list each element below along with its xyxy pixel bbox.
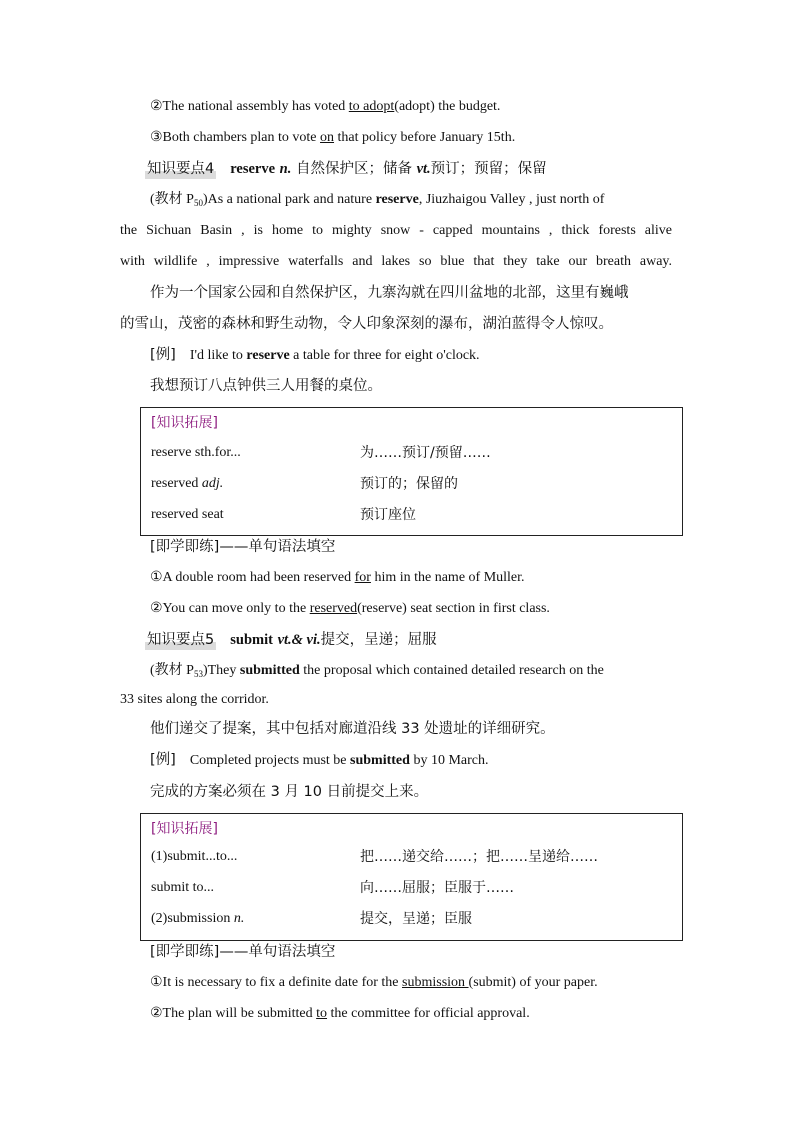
- kp4-textbook-line-3: with wildlife , impressive waterfalls and lakes so blue that they take our breath away.: [120, 254, 672, 269]
- box-row-cn: 预订的；保留的: [360, 476, 458, 492]
- page-number: 53: [193, 669, 203, 679]
- kp3-practice-2: [150, 97, 500, 117]
- keyword: reserve: [375, 192, 419, 207]
- sentence-text: (submit) of your paper.: [468, 975, 598, 990]
- sentence-text: I'd like to: [189, 348, 247, 363]
- keyword: reserve: [246, 348, 290, 363]
- sentence-text: a table for three for eight o'clock.: [289, 348, 480, 363]
- sentence-text: Completed projects must be: [189, 753, 351, 768]
- answer-blank: for: [354, 570, 371, 585]
- kp4-example-translation: 我想预订八点钟供三人用餐的桌位。: [150, 378, 382, 394]
- box-row-en: [151, 474, 223, 494]
- sentence-text: ①A double room had been reserved: [150, 570, 355, 585]
- section-label: 知识要点4: [147, 161, 215, 177]
- kp4-textbook-line-1: [150, 190, 604, 213]
- kp5-textbook-line-1: [150, 661, 604, 684]
- answer-blank: submission: [402, 975, 469, 990]
- part-of-speech: vt.: [416, 161, 431, 177]
- box-row-cn: 向……屈服；臣服于……: [360, 880, 514, 896]
- box-row-cn: 为……预订/预留……: [360, 445, 491, 461]
- kp5-heading: [145, 630, 437, 650]
- box-row-en: [151, 909, 244, 929]
- kp5-practice-heading: [即学即练]——单句语法填空: [150, 944, 336, 960]
- sentence-text: (reserve) seat section in first class.: [357, 601, 550, 616]
- box-row-en: submit to...: [151, 880, 215, 895]
- box-heading: [知识拓展]: [151, 415, 218, 431]
- kp5-practice-2: [150, 1004, 530, 1024]
- definition: 提交，呈递；屈服: [320, 632, 437, 648]
- example-tag: [例]: [150, 347, 176, 363]
- kp4-extension-box: [140, 407, 683, 536]
- sentence-text: ①It is necessary to fix a definite date for the: [150, 975, 403, 990]
- definition: 自然保护区；储备: [291, 161, 417, 177]
- box-row-cn: 预订座位: [360, 507, 416, 523]
- headword: reserve: [230, 161, 276, 177]
- kp5-example-translation: 完成的方案必须在 3 月 10 日前提交上来。: [150, 784, 429, 800]
- kp4-textbook-line-2: the Sichuan Basin , is home to mighty snow - capped mountains , thick forests alive: [120, 223, 672, 238]
- part-of-speech: adj.: [201, 476, 224, 491]
- term: (2)submission: [151, 911, 234, 926]
- answer-blank: to adopt: [348, 99, 395, 114]
- part-of-speech: n.: [233, 911, 245, 926]
- example-tag: [例]: [150, 752, 176, 768]
- answer-blank: reserved: [309, 601, 358, 616]
- box-row-cn: 把……递交给……；把……呈递给……: [360, 849, 598, 865]
- box-heading: [知识拓展]: [151, 821, 218, 837]
- part-of-speech: vt.& vi.: [277, 632, 321, 648]
- sentence-text: the proposal which contained detailed research on the: [299, 663, 604, 678]
- headword: submit: [230, 632, 273, 648]
- keyword: submitted: [350, 753, 410, 768]
- sentence-text: ②The plan will be submitted: [150, 1006, 317, 1021]
- term: reserved: [151, 476, 202, 491]
- kp5-example: [150, 750, 488, 771]
- kp4-practice-heading: [即学即练]——单句语法填空: [150, 539, 336, 555]
- kp5-practice-1: [150, 973, 598, 993]
- sentence-text: the committee for official approval.: [327, 1006, 530, 1021]
- kp4-practice-1: [150, 568, 525, 588]
- definition: 预订；预留；保留: [430, 161, 547, 177]
- kp4-example: [150, 345, 480, 366]
- box-row-en: reserved seat: [151, 507, 224, 522]
- box-row-en: reserve sth.for...: [151, 445, 241, 460]
- sentence-text: , Jiuzhaigou Valley , just north of: [418, 192, 605, 207]
- sentence-text: )They: [202, 663, 240, 678]
- source-ref: (教材 P: [150, 192, 194, 207]
- sentence-text: ③Both chambers plan to vote: [150, 130, 321, 145]
- page-number: 50: [193, 198, 203, 208]
- answer-blank: to: [316, 1006, 328, 1021]
- kp3-practice-3: [150, 128, 515, 148]
- answer-blank: on: [320, 130, 335, 145]
- box-row-en: (1)submit...to...: [151, 849, 238, 864]
- part-of-speech: n.: [279, 161, 292, 177]
- kp5-translation: 他们递交了提案，其中包括对廊道沿线 33 处遗址的详细研究。: [150, 721, 555, 737]
- section-label: 知识要点5: [147, 632, 215, 648]
- box-row-cn: 提交，呈递；臣服: [360, 911, 472, 927]
- kp5-extension-box: [140, 813, 683, 941]
- sentence-text: ②You can move only to the: [150, 601, 310, 616]
- kp4-translation-1: 作为一个国家公园和自然保护区，九寨沟就在四川盆地的北部，这里有巍峨: [150, 285, 629, 301]
- kp4-heading: [145, 159, 547, 179]
- source-ref: (教材 P: [150, 663, 194, 678]
- kp4-practice-2: [150, 599, 550, 619]
- sentence-text: by 10 March.: [409, 753, 489, 768]
- sentence-text: him in the name of Muller.: [370, 570, 525, 585]
- kp5-textbook-line-2: 33 sites along the corridor.: [120, 692, 269, 707]
- sentence-text: that policy before January 15th.: [334, 130, 516, 145]
- sentence-text: (adopt) the budget.: [394, 99, 501, 114]
- sentence-text: ②The national assembly has voted: [150, 99, 349, 114]
- kp4-translation-2: 的雪山，茂密的森林和野生动物，令人印象深刻的瀑布，湖泊蓝得令人惊叹。: [120, 316, 613, 332]
- keyword: submitted: [239, 663, 300, 678]
- sentence-text: )As a national park and nature: [202, 192, 376, 207]
